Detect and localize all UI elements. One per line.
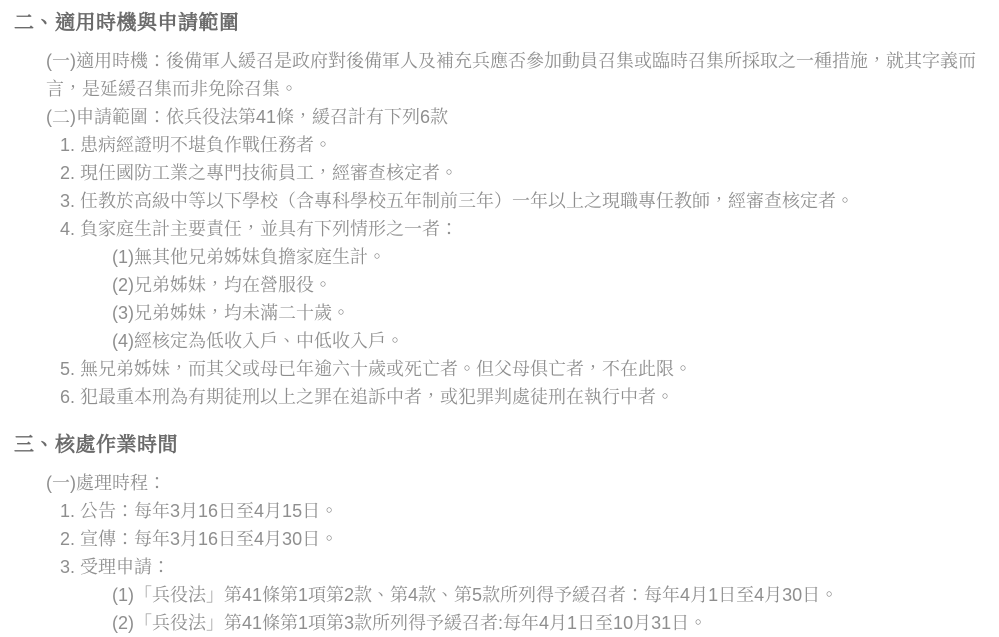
document-line: (二)申請範圍：依兵役法第41條，緩召計有下列6款: [46, 107, 449, 127]
document-line: (1)無其他兄弟姊妹負擔家庭生計。: [112, 247, 386, 267]
section-lines: [14, 469, 985, 637]
document-line: 2. 宣傳：每年3月16日至4月30日。: [60, 529, 339, 549]
document-line: 5. 無兄弟姊妹，而其父或母已年逾六十歲或死亡者。但父母俱亡者，不在此限。: [60, 359, 693, 379]
document-section: [14, 430, 985, 637]
document-line: 3. 任教於高級中等以下學校（含專科學校五年制前三年）一年以上之現職專任教師，經審查核定者。: [60, 191, 855, 211]
document-line: (2)兄弟姊妹，均在營服役。: [112, 275, 332, 295]
section-heading: 三、核處作業時間: [14, 434, 178, 456]
section-lines: [14, 47, 985, 411]
document-line: (1)「兵役法」第41條第1項第2款、第4款、第5款所列得予緩召者：每年4月1日至4月30日。: [112, 585, 839, 605]
document-line: 2. 現任國防工業之專門技術員工，經審查核定者。: [60, 163, 459, 183]
document-line: 1. 公告：每年3月16日至4月15日。: [60, 501, 339, 521]
document-line: (一)適用時機：後備軍人緩召是政府對後備軍人及補充兵應否參加動員召集或臨時召集所採取之一種措施，就其字義而言，是延緩召集而非免除召集。: [46, 51, 976, 99]
document-line: 6. 犯最重本刑為有期徒刑以上之罪在追訴中者，或犯罪判處徒刑在執行中者。: [60, 387, 675, 407]
document-section: [14, 8, 985, 411]
document-line: (一)處理時程：: [46, 473, 166, 493]
document-line: 4. 負家庭生計主要責任，並具有下列情形之一者：: [60, 219, 459, 239]
document-line: 1. 患病經證明不堪負作戰任務者。: [60, 135, 333, 155]
section-heading: 二、適用時機與申請範圍: [14, 12, 240, 34]
document-line: (3)兄弟姊妹，均未滿二十歲。: [112, 303, 350, 323]
document-line: (2)「兵役法」第41條第1項第3款所列得予緩召者:每年4月1日至10月31日。: [112, 613, 708, 633]
document-line: 3. 受理申請：: [60, 557, 171, 577]
document-line: (4)經核定為低收入戶、中低收入戶。: [112, 331, 404, 351]
